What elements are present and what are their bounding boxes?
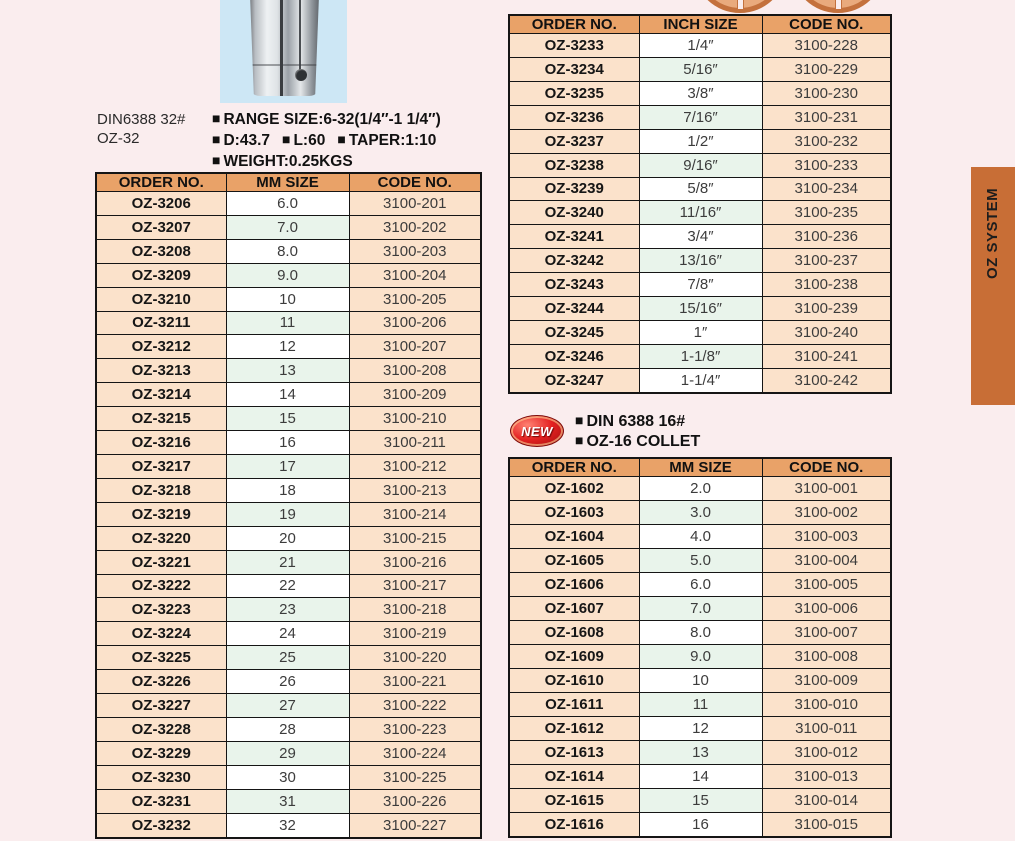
size-cell: 23 (226, 598, 349, 622)
new-badge (510, 415, 564, 447)
size-cell: 13 (639, 740, 762, 764)
code-no-cell: 3100-005 (762, 572, 891, 596)
order-no-cell: OZ-3245 (509, 321, 639, 345)
table-row (96, 335, 481, 359)
bullet-square-icon: ■ (212, 110, 221, 126)
table-row (96, 502, 481, 526)
column-header-code-no: CODE NO. (762, 458, 891, 477)
order-no-cell: OZ-1605 (509, 548, 639, 572)
table-row (509, 596, 891, 620)
code-no-cell: 3100-015 (762, 812, 891, 837)
order-no-cell: OZ-3222 (96, 574, 226, 598)
size-cell: 26 (226, 670, 349, 694)
oz16-name: OZ-16 COLLET (586, 432, 701, 450)
code-no-cell: 3100-229 (762, 57, 891, 81)
order-no-cell: OZ-3206 (96, 192, 226, 216)
collet-slot (299, 0, 301, 71)
code-no-cell: 3100-235 (762, 201, 891, 225)
oz-system-side-tab (971, 167, 1015, 405)
order-no-cell: OZ-3227 (96, 694, 226, 718)
code-no-cell: 3100-241 (762, 344, 891, 368)
code-no-cell: 3100-216 (349, 550, 481, 574)
size-cell: 18 (226, 478, 349, 502)
size-cell: 15 (639, 788, 762, 812)
table-row (509, 344, 891, 368)
oz16-heading (575, 412, 700, 451)
collet-seam (248, 64, 321, 66)
order-no-cell: OZ-1616 (509, 812, 639, 837)
size-cell: 3.0 (639, 500, 762, 524)
order-no-cell: OZ-3244 (509, 297, 639, 321)
column-header-code-no: CODE NO. (762, 15, 891, 34)
code-no-cell: 3100-207 (349, 335, 481, 359)
column-header-order-no: ORDER NO. (96, 173, 226, 192)
table-row (509, 105, 891, 129)
size-cell: 11 (226, 311, 349, 335)
order-no-cell: OZ-3238 (509, 153, 639, 177)
table-row (509, 524, 891, 548)
code-no-cell: 3100-007 (762, 620, 891, 644)
table-row (96, 622, 481, 646)
order-no-cell: OZ-3239 (509, 177, 639, 201)
table-row (96, 741, 481, 765)
oz-system-label: OZ SYSTEM (984, 187, 1001, 279)
table-row (509, 740, 891, 764)
collet-slot (280, 0, 283, 96)
size-cell: 24 (226, 622, 349, 646)
code-no-cell: 3100-203 (349, 239, 481, 263)
table-row (96, 431, 481, 455)
spec-weight: WEIGHT:0.25KGS (223, 153, 353, 170)
code-no-cell: 3100-012 (762, 740, 891, 764)
bullet-square-icon: ■ (337, 131, 346, 147)
code-no-cell: 3100-222 (349, 694, 481, 718)
size-cell: 7/8″ (639, 273, 762, 297)
size-cell: 10 (226, 287, 349, 311)
table-row (509, 273, 891, 297)
order-no-cell: OZ-3224 (96, 622, 226, 646)
size-cell: 21 (226, 550, 349, 574)
size-cell: 7.0 (226, 215, 349, 239)
table-row (509, 500, 891, 524)
size-cell: 17 (226, 454, 349, 478)
order-no-cell: OZ-1609 (509, 644, 639, 668)
code-no-cell: 3100-237 (762, 249, 891, 273)
code-no-cell: 3100-004 (762, 548, 891, 572)
table-row (509, 668, 891, 692)
bullet-square-icon: ■ (282, 131, 291, 147)
table-row (509, 201, 891, 225)
spec-range: RANGE SIZE:6-32(1/4″-1 1/4″) (223, 111, 441, 128)
order-no-cell: OZ-1613 (509, 740, 639, 764)
code-no-cell: 3100-238 (762, 273, 891, 297)
code-no-cell: 3100-225 (349, 765, 481, 789)
table-row (509, 572, 891, 596)
table-row (509, 57, 891, 81)
order-no-cell: OZ-1608 (509, 620, 639, 644)
order-no-cell: OZ-3247 (509, 368, 639, 393)
order-no-cell: OZ-1602 (509, 477, 639, 501)
size-cell: 7.0 (639, 596, 762, 620)
code-no-cell: 3100-002 (762, 500, 891, 524)
order-no-cell: OZ-3209 (96, 263, 226, 287)
size-cell: 7/16″ (639, 105, 762, 129)
order-no-cell: OZ-3234 (509, 57, 639, 81)
order-no-cell: OZ-3223 (96, 598, 226, 622)
size-cell: 29 (226, 741, 349, 765)
table-row (96, 287, 481, 311)
table-row (509, 249, 891, 273)
spec-length: L:60 (293, 132, 326, 149)
order-no-cell: OZ-1610 (509, 668, 639, 692)
size-cell: 30 (226, 765, 349, 789)
size-cell: 3/4″ (639, 225, 762, 249)
table-row (509, 177, 891, 201)
table-row (96, 478, 481, 502)
product-model: DIN6388 32# (97, 111, 186, 128)
size-cell: 1-1/4″ (639, 368, 762, 393)
column-header-mm-size: MM SIZE (639, 458, 762, 477)
code-no-cell: 3100-233 (762, 153, 891, 177)
spec-dimensions-line (212, 130, 441, 151)
code-no-cell: 3100-236 (762, 225, 891, 249)
code-no-cell: 3100-239 (762, 297, 891, 321)
table-row (96, 694, 481, 718)
code-no-cell: 3100-217 (349, 574, 481, 598)
table-row (509, 34, 891, 58)
size-cell: 14 (639, 764, 762, 788)
code-no-cell: 3100-234 (762, 177, 891, 201)
table-row (96, 646, 481, 670)
order-no-cell: OZ-1611 (509, 692, 639, 716)
code-no-cell: 3100-230 (762, 81, 891, 105)
order-no-cell: OZ-1606 (509, 572, 639, 596)
column-header-code-no: CODE NO. (349, 173, 481, 192)
table-row (509, 716, 891, 740)
code-no-cell: 3100-013 (762, 764, 891, 788)
column-header-mm-size: MM SIZE (226, 173, 349, 192)
code-no-cell: 3100-202 (349, 215, 481, 239)
code-no-cell: 3100-208 (349, 359, 481, 383)
order-no-cell: OZ-3211 (96, 311, 226, 335)
code-no-cell: 3100-210 (349, 407, 481, 431)
code-no-cell: 3100-232 (762, 129, 891, 153)
code-no-cell: 3100-010 (762, 692, 891, 716)
product-name: OZ-32 (97, 130, 140, 147)
table-row (509, 477, 891, 501)
table-header-row (509, 15, 891, 34)
code-no-cell: 3100-227 (349, 813, 481, 838)
size-cell: 11/16″ (639, 201, 762, 225)
code-no-cell: 3100-214 (349, 502, 481, 526)
code-no-cell: 3100-212 (349, 454, 481, 478)
size-cell: 6.0 (639, 572, 762, 596)
size-cell: 27 (226, 694, 349, 718)
order-no-cell: OZ-1612 (509, 716, 639, 740)
table-header-row (509, 458, 891, 477)
code-no-cell: 3100-220 (349, 646, 481, 670)
code-no-cell: 3100-008 (762, 644, 891, 668)
table-row (509, 321, 891, 345)
order-no-cell: OZ-3225 (96, 646, 226, 670)
order-no-cell: OZ-3237 (509, 129, 639, 153)
size-cell: 9.0 (639, 644, 762, 668)
collet-ring-slot (835, 0, 842, 9)
spec-taper: TAPER:1:10 (348, 132, 437, 149)
order-no-cell: OZ-3221 (96, 550, 226, 574)
size-cell: 13/16″ (639, 249, 762, 273)
size-cell: 1/2″ (639, 129, 762, 153)
order-no-cell: OZ-3232 (96, 813, 226, 838)
collet-ring-icon (791, 0, 885, 13)
oz32-mm-size-table (95, 172, 482, 839)
spec-diameter: D:43.7 (223, 132, 270, 149)
order-no-cell: OZ-3208 (96, 239, 226, 263)
code-no-cell: 3100-201 (349, 192, 481, 216)
table-row (96, 239, 481, 263)
table-row (96, 215, 481, 239)
size-cell: 28 (226, 717, 349, 741)
collet-ring-slot (737, 0, 744, 9)
table-row (96, 359, 481, 383)
size-cell: 16 (226, 431, 349, 455)
order-no-cell: OZ-1615 (509, 788, 639, 812)
size-cell: 13 (226, 359, 349, 383)
table-row (96, 550, 481, 574)
size-cell: 9.0 (226, 263, 349, 287)
order-no-cell: OZ-3230 (96, 765, 226, 789)
order-no-cell: OZ-3216 (96, 431, 226, 455)
order-no-cell: OZ-3226 (96, 670, 226, 694)
size-cell: 9/16″ (639, 153, 762, 177)
code-no-cell: 3100-211 (349, 431, 481, 455)
size-cell: 15 (226, 407, 349, 431)
order-no-cell: OZ-1607 (509, 596, 639, 620)
code-no-cell: 3100-224 (349, 741, 481, 765)
size-cell: 25 (226, 646, 349, 670)
table-header-row (96, 173, 481, 192)
table-row (96, 670, 481, 694)
table-row (509, 764, 891, 788)
size-cell: 20 (226, 526, 349, 550)
code-no-cell: 3100-215 (349, 526, 481, 550)
table-row (96, 454, 481, 478)
size-cell: 5/16″ (639, 57, 762, 81)
code-no-cell: 3100-240 (762, 321, 891, 345)
code-no-cell: 3100-001 (762, 477, 891, 501)
column-header-order-no: ORDER NO. (509, 15, 639, 34)
order-no-cell: OZ-3231 (96, 789, 226, 813)
table-row (96, 717, 481, 741)
code-no-cell: 3100-219 (349, 622, 481, 646)
size-cell: 1-1/8″ (639, 344, 762, 368)
bullet-square-icon: ■ (575, 412, 584, 428)
size-cell: 5.0 (639, 548, 762, 572)
collet-image (248, 0, 321, 96)
code-no-cell: 3100-006 (762, 596, 891, 620)
table-row (96, 789, 481, 813)
size-cell: 5/8″ (639, 177, 762, 201)
column-header-order-no: ORDER NO. (509, 458, 639, 477)
size-cell: 6.0 (226, 192, 349, 216)
code-no-cell: 3100-231 (762, 105, 891, 129)
order-no-cell: OZ-3207 (96, 215, 226, 239)
order-no-cell: OZ-3236 (509, 105, 639, 129)
table-row (509, 297, 891, 321)
order-no-cell: OZ-3218 (96, 478, 226, 502)
size-cell: 19 (226, 502, 349, 526)
table-row (509, 225, 891, 249)
table-row (96, 263, 481, 287)
order-no-cell: OZ-3240 (509, 201, 639, 225)
size-cell: 8.0 (639, 620, 762, 644)
bullet-square-icon: ■ (575, 431, 584, 448)
size-cell: 31 (226, 789, 349, 813)
code-no-cell: 3100-204 (349, 263, 481, 287)
code-no-cell: 3100-228 (762, 34, 891, 58)
size-cell: 1″ (639, 321, 762, 345)
code-no-cell: 3100-223 (349, 717, 481, 741)
table-row (509, 368, 891, 393)
size-cell: 32 (226, 813, 349, 838)
table-row (509, 692, 891, 716)
code-no-cell: 3100-205 (349, 287, 481, 311)
code-no-cell: 3100-003 (762, 524, 891, 548)
order-no-cell: OZ-3246 (509, 344, 639, 368)
code-no-cell: 3100-206 (349, 311, 481, 335)
order-no-cell: OZ-3212 (96, 335, 226, 359)
size-cell: 4.0 (639, 524, 762, 548)
code-no-cell: 3100-014 (762, 788, 891, 812)
bullet-square-icon: ■ (212, 131, 221, 147)
oz16-standard: DIN 6388 16# (586, 413, 686, 430)
spec-range-line (212, 109, 441, 130)
order-no-cell: OZ-3210 (96, 287, 226, 311)
code-no-cell: 3100-226 (349, 789, 481, 813)
product-model-block (97, 110, 185, 148)
table-row (509, 153, 891, 177)
code-no-cell: 3100-218 (349, 598, 481, 622)
order-no-cell: OZ-3213 (96, 359, 226, 383)
table-row (509, 788, 891, 812)
new-badge-label: NEW (521, 423, 553, 439)
table-row (96, 192, 481, 216)
table-row (96, 526, 481, 550)
table-row (96, 598, 481, 622)
size-cell: 3/8″ (639, 81, 762, 105)
table-row (96, 383, 481, 407)
order-no-cell: OZ-3219 (96, 502, 226, 526)
table-row (509, 620, 891, 644)
table-row (509, 548, 891, 572)
collet-ring-icon (693, 0, 787, 13)
table-row (96, 574, 481, 598)
code-no-cell: 3100-242 (762, 368, 891, 393)
code-no-cell: 3100-209 (349, 383, 481, 407)
order-no-cell: OZ-3243 (509, 273, 639, 297)
table-row (509, 812, 891, 837)
order-no-cell: OZ-3217 (96, 454, 226, 478)
oz16-mm-size-table (508, 457, 892, 838)
size-cell: 1/4″ (639, 34, 762, 58)
table-row (509, 644, 891, 668)
column-header-inch-size: INCH SIZE (639, 15, 762, 34)
size-cell: 22 (226, 574, 349, 598)
product-specs (212, 109, 441, 172)
table-row (96, 407, 481, 431)
collet-top-view-decor (690, 0, 910, 13)
table-row (96, 311, 481, 335)
collet-product-photo (220, 0, 347, 103)
order-no-cell: OZ-1604 (509, 524, 639, 548)
table-row (509, 81, 891, 105)
size-cell: 12 (226, 335, 349, 359)
order-no-cell: OZ-3228 (96, 717, 226, 741)
order-no-cell: OZ-3229 (96, 741, 226, 765)
oz32-inch-size-table (508, 14, 892, 394)
order-no-cell: OZ-3215 (96, 407, 226, 431)
bullet-square-icon: ■ (212, 152, 221, 168)
order-no-cell: OZ-3235 (509, 81, 639, 105)
order-no-cell: OZ-3241 (509, 225, 639, 249)
order-no-cell: OZ-3220 (96, 526, 226, 550)
size-cell: 12 (639, 716, 762, 740)
table-row (96, 813, 481, 838)
size-cell: 16 (639, 812, 762, 837)
code-no-cell: 3100-009 (762, 668, 891, 692)
size-cell: 14 (226, 383, 349, 407)
order-no-cell: OZ-3242 (509, 249, 639, 273)
table-row (96, 765, 481, 789)
size-cell: 11 (639, 692, 762, 716)
order-no-cell: OZ-3233 (509, 34, 639, 58)
order-no-cell: OZ-1614 (509, 764, 639, 788)
code-no-cell: 3100-221 (349, 670, 481, 694)
order-no-cell: OZ-3214 (96, 383, 226, 407)
order-no-cell: OZ-1603 (509, 500, 639, 524)
code-no-cell: 3100-011 (762, 716, 891, 740)
spec-weight-line (212, 151, 441, 172)
size-cell: 15/16″ (639, 297, 762, 321)
size-cell: 10 (639, 668, 762, 692)
table-row (509, 129, 891, 153)
collet-hole (295, 69, 307, 81)
size-cell: 2.0 (639, 477, 762, 501)
size-cell: 8.0 (226, 239, 349, 263)
code-no-cell: 3100-213 (349, 478, 481, 502)
